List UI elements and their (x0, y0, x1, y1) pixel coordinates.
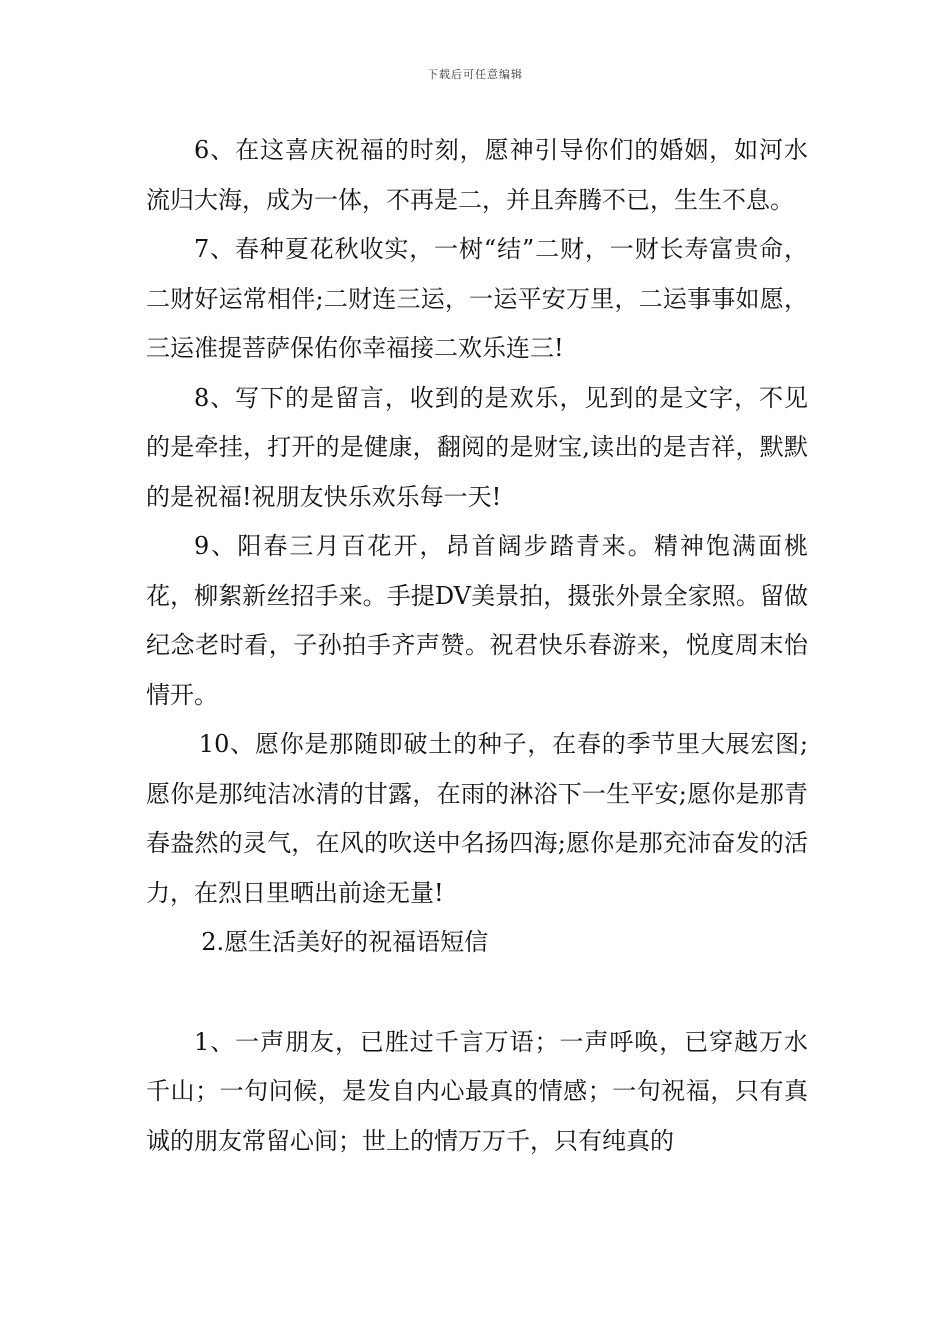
paragraph-8: 8、写下的是留言，收到的是欢乐，见到的是文字，不见的是牵挂，打开的是健康，翻阅的是财宝,读出的是吉祥，默默的是祝福!祝朋友快乐欢乐每一天! (146, 383, 808, 511)
paragraph-9: 9、阳春三月百花开，昂首阔步踏青来。精神饱满面桃花，柳絮新丝招手来。手提DV美景拍，摄张外景全家照。留做纪念老时看，子孙拍手齐声赞。祝君快乐春游来，悦度周末怡情开。 (146, 532, 808, 709)
section-heading: 2.愿生活美好的祝福语短信 (201, 928, 489, 956)
paragraph-10: 10、愿你是那随即破土的种子，在春的季节里大展宏图;愿你是那纯洁冰清的甘露，在雨的淋浴下一生平安;愿你是那青春盎然的灵气，在风的吹送中名扬四海;愿你是那充沛奋发的活力，在烈日里晒出前途无量! (146, 730, 808, 907)
paragraph-7: 7、春种夏花秋收实，一树“结”二财，一财长寿富贵命，二财好运常相伴;二财连三运，一运平安万里，二运事事如愿，三运准提菩萨保佑你幸福接二欢乐连三! (146, 235, 808, 362)
document-body (146, 126, 808, 1166)
section-paragraph-1: 1、一声朋友，已胜过千言万语；一声呼唤，已穿越万水千山；一句问候，是发自内心最真的情感；一句祝福，只有真诚的朋友常留心间；世上的情万万千，只有纯真的 (146, 1027, 808, 1155)
page-header-note: 下载后可任意编辑 (427, 68, 523, 81)
paragraph-6: 6、在这喜庆祝福的时刻，愿神引导你们的婚姻，如河水流归大海，成为一体，不再是二，并且奔腾不已，生生不息。 (146, 136, 808, 214)
